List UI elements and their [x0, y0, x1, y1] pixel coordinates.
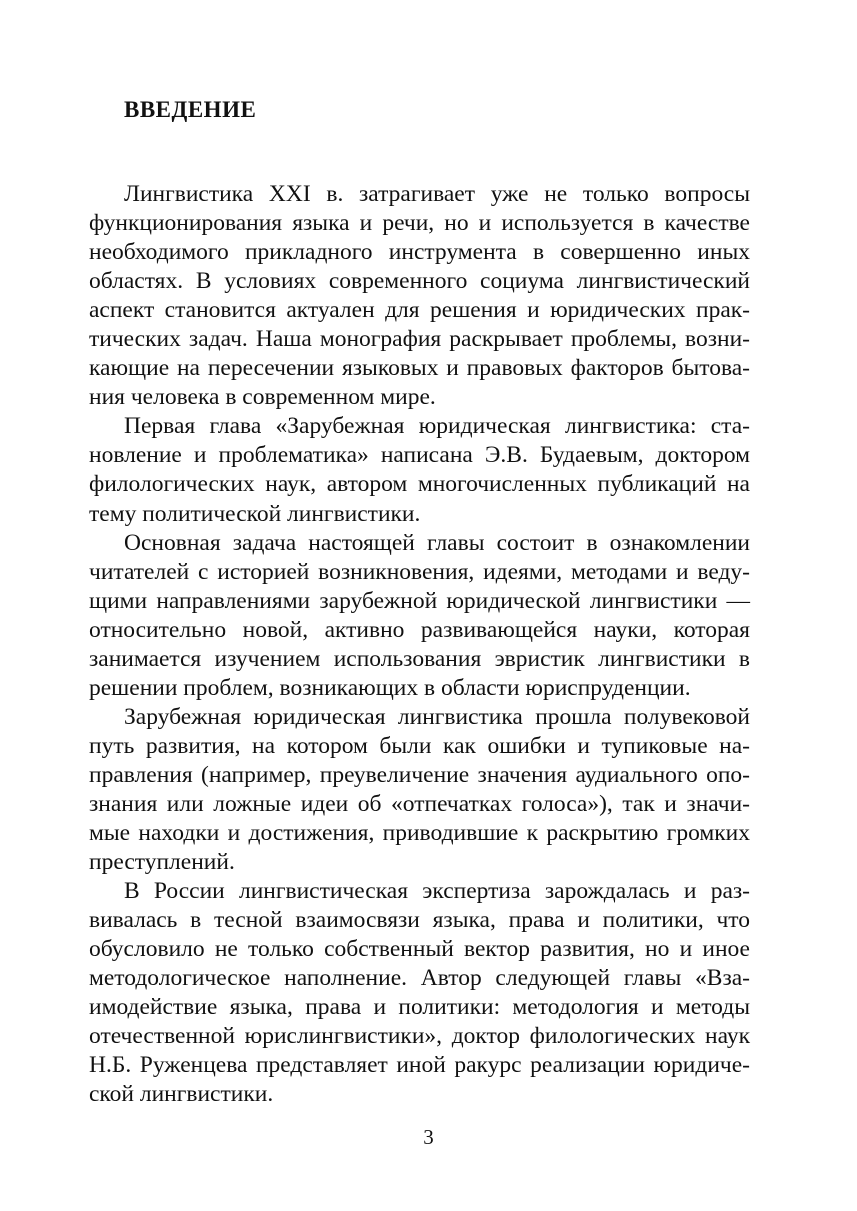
page-number: 3: [423, 1125, 434, 1149]
paragraph-2: Первая глава «Зарубежная юридическая лингвистика: становление и проблематика» написана Э.В. Будаевым, доктором филологических наук, автором многочисленных публикаций на тему политической лингвистики.: [89, 413, 750, 527]
body-text: [89, 180, 750, 1110]
section-heading: ВВЕДЕНИЕ: [124, 97, 257, 122]
paragraph-1: Лингвистика XXI в. затрагивает уже не только вопросы функционирования языка и речи, но и используется в качестве необходимого прикладного инструмента в совершенно иных областях. В условиях современного социума лингвистический аспект становится актуален для решения и юридических практических задач. Наша монография раскрывает проблемы, возникающие на пересечении языковых и правовых факторов бытования человека в современном мире.: [89, 181, 750, 411]
paragraph-5: В России лингвистическая экспертиза зарождалась и развивалась в тесной взаимосвязи языка, права и политики, что обусловило не только собственный вектор развития, но и иное методологическое наполнение. Автор следующей главы «Взаимодействие языка, права и политики: методология и методы отечественной юрислингвистики», доктор филологических наук Н.Б. Руженцева представляет иной ракурс реализации юридической лингвистики.: [89, 878, 750, 1108]
paragraph-4: Зарубежная юридическая лингвистика прошла полувековой путь развития, на котором были как ошибки и тупиковые направления (например, преувеличение значения аудиального опознания или ложные идеи об «отпечатках голоса»), так и значимые находки и достижения, приводившие к раскрытию громких преступлений.: [89, 703, 750, 876]
paragraph-3: Основная задача настоящей главы состоит в ознакомлении читателей с историей возникновения, идеями, методами и ведущими направлениями зарубежной юридической лингвистики — относительно новой, активно развивающейся науки, которая занимается изучением использования эвристик лингвистики в решении проблем, возникающих в области юриспруденции.: [89, 529, 750, 701]
